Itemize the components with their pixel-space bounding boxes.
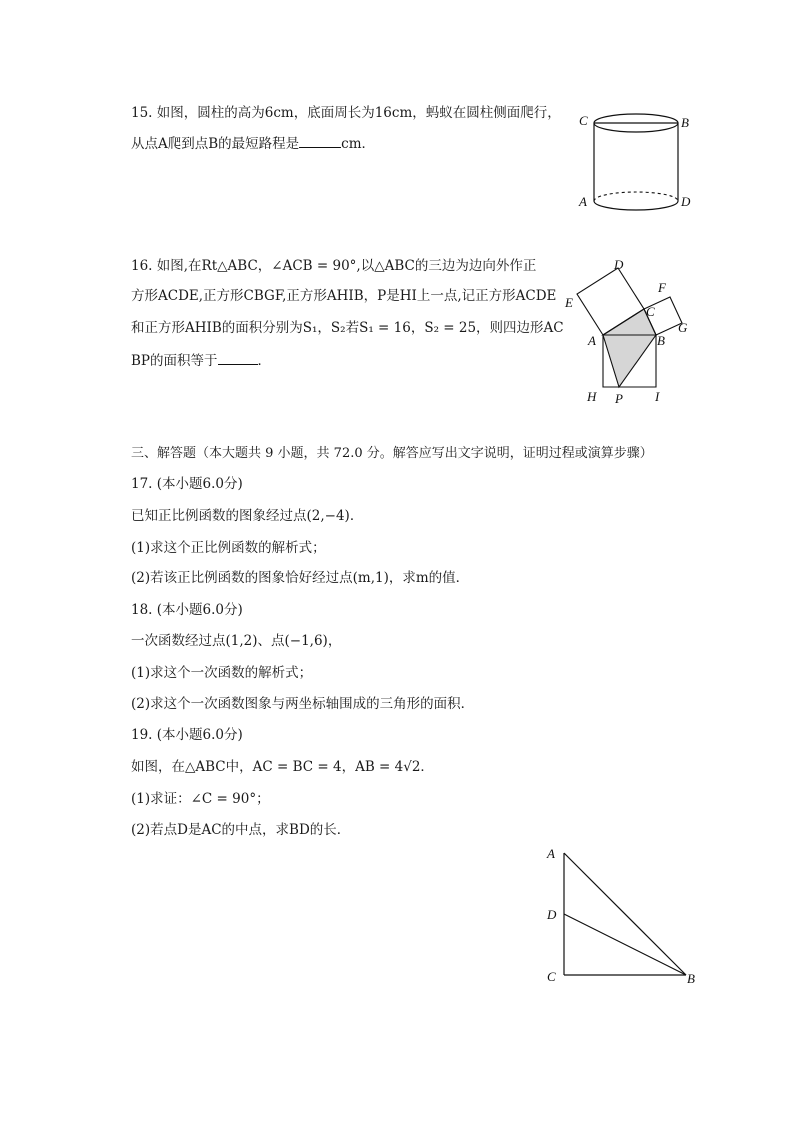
q18-title: 18. (本小题6.0分) — [131, 602, 243, 618]
section-3-header: 三、解答题（本大题共 9 小题，共 72.0 分。解答应写出文字说明，证明过程或演算步骤） — [131, 446, 653, 461]
cylinder-bottom-back — [594, 192, 678, 201]
label-b: B — [681, 115, 689, 130]
label-e: E — [565, 295, 573, 310]
q15-line-2-suffix: cm． — [341, 136, 376, 152]
quadrilateral-acbp — [603, 309, 656, 387]
label-c: C — [579, 113, 588, 128]
label-c: C — [646, 304, 655, 319]
q16-line-4 — [131, 350, 271, 371]
q17-title: 17. (本小题6.0分) — [131, 476, 243, 492]
q15-line-2-prefix: 从点A爬到点B的最短路程是 — [131, 136, 300, 152]
label-a: A — [588, 333, 596, 348]
q19-part-1: (1)求证：∠C = 90°； — [131, 791, 270, 807]
q19-title: 19. (本小题6.0分) — [131, 727, 243, 743]
label-b: B — [657, 333, 665, 348]
label-b: B — [687, 971, 695, 986]
q16-line-2: 方形ACDE,正方形CBGF,正方形AHIB，P是HI上一点,记正方形ACDE — [131, 288, 557, 304]
q17-part-1: (1)求这个正比例函数的解析式； — [131, 540, 326, 556]
label-d: D — [614, 257, 624, 272]
q16-line-1: 16. 如图,在Rt△ABC，∠ACB = 90°,以△ABC的三边为边向外作正 — [131, 258, 537, 274]
label-g: G — [678, 320, 688, 335]
q17-part-2: (2)若该正比例函数的图象恰好经过点(m,1)，求m的值． — [131, 570, 470, 586]
q18-part-2: (2)求这个一次函数图象与两坐标轴围成的三角形的面积． — [131, 696, 475, 712]
q16-line-4-prefix: BP的面积等于 — [131, 353, 218, 369]
segment-bd — [564, 914, 686, 975]
q16-line-3: 和正方形AHIB的面积分别为S₁，S₂若S₁ = 16，S₂ = 25，则四边形AC — [131, 320, 564, 336]
label-c: C — [547, 969, 556, 984]
right-triangle-figure — [540, 843, 705, 993]
label-a: A — [579, 194, 587, 209]
label-p: P — [615, 391, 623, 406]
answer-blank — [299, 133, 341, 148]
cylinder-figure — [575, 103, 700, 221]
answer-blank — [218, 350, 258, 365]
label-a: A — [547, 846, 555, 861]
squares-figure — [560, 255, 700, 407]
label-h: H — [587, 389, 597, 404]
label-i: I — [655, 389, 660, 404]
label-f: F — [658, 280, 666, 295]
label-d: D — [681, 194, 691, 209]
q18-part-1: (1)求这个一次函数的解析式； — [131, 665, 313, 681]
side-ab — [564, 853, 686, 975]
q19-stem: 如图，在△ABC中，AC = BC = 4，AB = 4√2． — [131, 759, 434, 775]
q19-part-2: (2)若点D是AC的中点，求BD的长． — [131, 822, 351, 838]
cylinder-bottom-front — [594, 201, 678, 210]
label-d: D — [547, 907, 557, 922]
q15-line-1: 15. 如图，圆柱的高为6cm，底面周长为16cm，蚂蚁在圆柱侧面爬行， — [131, 105, 561, 121]
q16-line-4-suffix: ． — [257, 353, 272, 369]
q17-stem: 已知正比例函数的图象经过点(2,−4)． — [131, 508, 364, 524]
q15-line-2 — [131, 133, 375, 154]
q18-stem: 一次函数经过点(1,2)、点(−1,6)， — [131, 633, 342, 649]
